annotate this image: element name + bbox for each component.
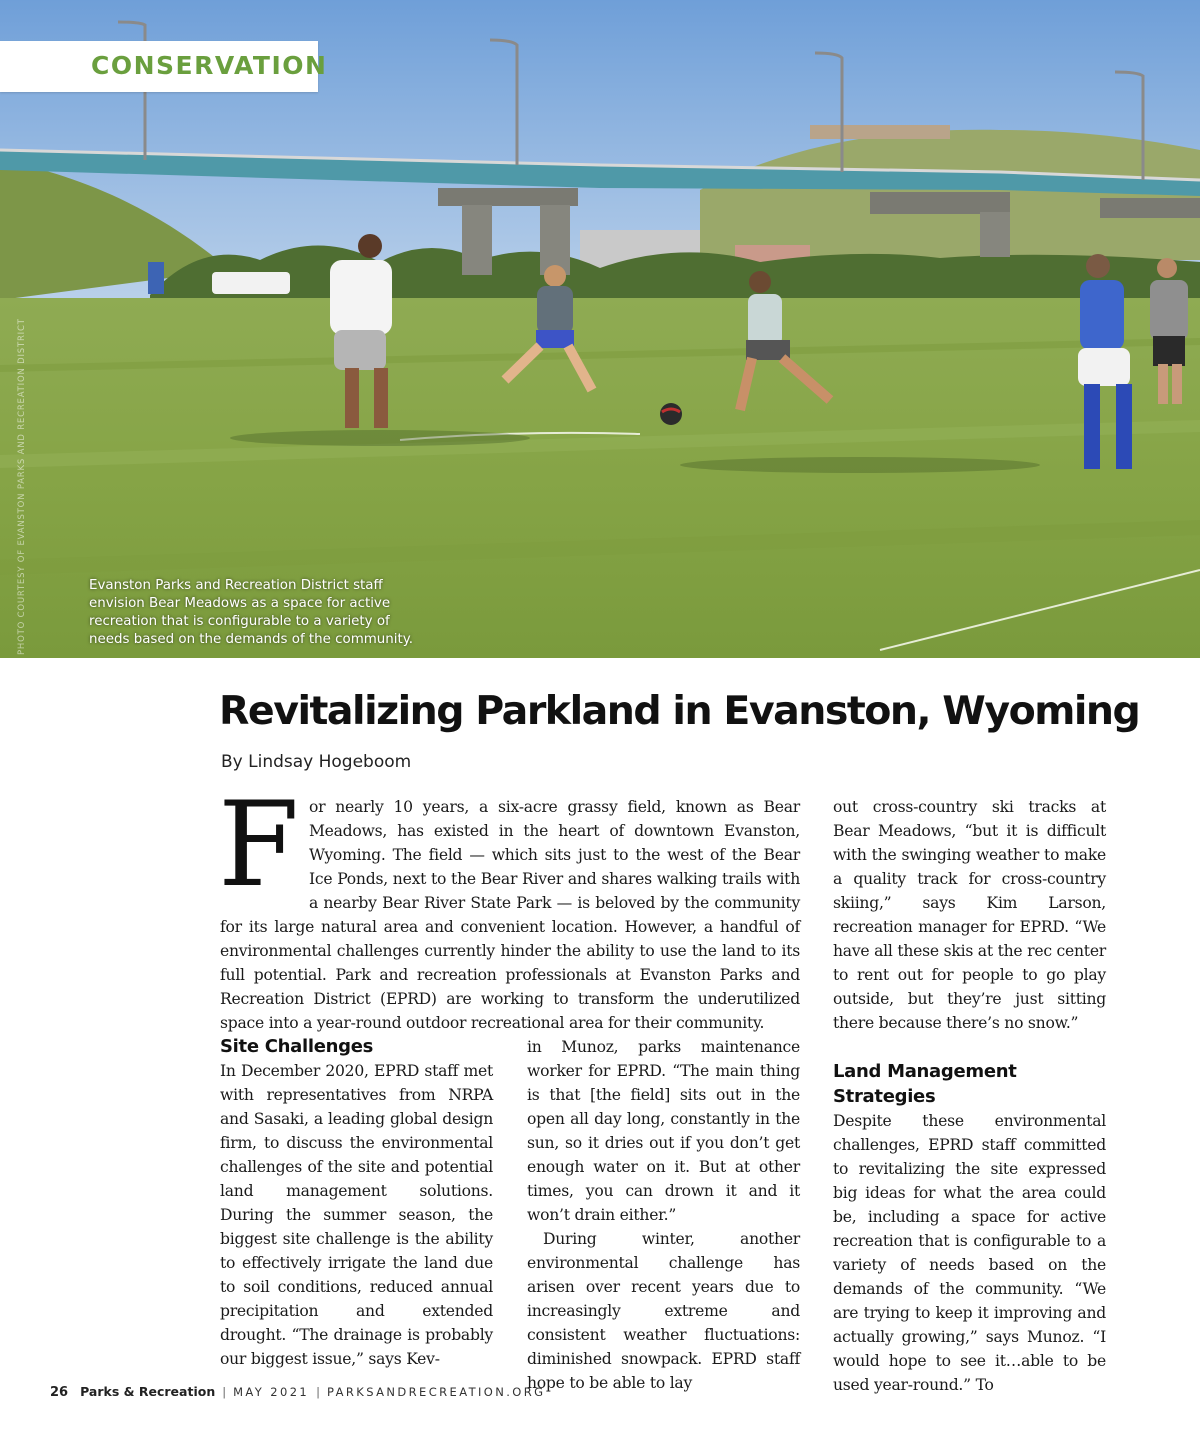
soccer-ball — [660, 403, 682, 425]
column-right — [833, 795, 1106, 1397]
player-shadow — [230, 430, 530, 446]
soccer-field-illustration — [0, 0, 1200, 658]
bridge-pier — [540, 205, 570, 275]
parked-truck — [212, 272, 290, 294]
intro-paragraph — [218, 776, 800, 1035]
website-link[interactable]: PARKSANDRECREATION.ORG — [327, 1385, 546, 1399]
column-left — [220, 1034, 493, 1371]
article-headline: Revitalizing Parkland in Evanston, Wyoming — [219, 688, 1140, 734]
footer-divider: | — [222, 1385, 227, 1399]
bridge-pier — [870, 192, 1010, 214]
subhead-land-management: Land Management Strategies — [833, 1061, 1017, 1107]
site-challenges-continued: in Munoz, parks maintenance worker for EPRD. “The main thing is that [the field] sits out in the open all day long, constantly in the sun, so it dries out if you don’t get enough water on it. But at other times, you can drown it and it won’t drain either.” — [527, 1038, 800, 1224]
porta-potty — [148, 262, 164, 294]
column-middle — [527, 1035, 800, 1395]
page-footer — [50, 1384, 545, 1400]
page-number: 26 — [50, 1385, 69, 1400]
article-byline: By Lindsay Hogeboom — [221, 752, 412, 772]
issue-date: MAY 2021 — [233, 1385, 310, 1399]
footer-divider: | — [316, 1385, 321, 1399]
section-label-tab — [0, 41, 328, 92]
bridge-pier — [1100, 198, 1200, 218]
photo-credit: PHOTO COURTESY OF EVANSTON PARKS AND RECREATION DISTRICT — [17, 318, 27, 655]
ski-track-paragraph: out cross-country ski tracks at Bear Meadows, “but it is difficult with the swinging weather to make a quality track for cross-country skiing,” says Kim Larson, recreation manager for EPRD. “We have all these skis at the rec center to rent out for people to go play outside, but they’re just sitting there because there’s no snow.” — [833, 798, 1106, 1032]
player-shadow — [680, 457, 1040, 473]
drop-cap: F — [218, 776, 299, 913]
bridge-pier — [438, 188, 578, 206]
winter-paragraph: During winter, another environmental challenge has arisen over recent years due to increasingly extreme and consistent weather fluctuations: diminished snowpack. EPRD staff hope to be able to lay — [527, 1230, 800, 1392]
site-challenges-paragraph: In December 2020, EPRD staff met with representatives from NRPA and Sasaki, a leading global design firm, to discuss the environmental challenges of the site and potential land management solutions. During the summer season, the biggest site challenge is the ability to effectively irrigate the land due to soil conditions, reduced annual precipitation and extended drought. “The drainage is probably our biggest issue,” says Kev- — [220, 1062, 493, 1368]
bridge-pier — [462, 205, 492, 275]
photo-caption: Evanston Parks and Recreation District staff envision Bear Meadows as a space for active recreation that is configurable to a variety of needs based on the demands of the community. — [89, 578, 414, 647]
land-management-paragraph: Despite these environmental challenges, EPRD staff committed to revitalizing the site expressed big ideas for what the area could be, including a space for active recreation that is configurable to a variety of needs based on the demands of the community. “We are trying to keep it improving and actually growing,” says Munoz. “I would hope to see it…able to be used year-round.” To — [833, 1112, 1106, 1394]
magazine-name: Parks & Recreation — [80, 1384, 216, 1399]
intro-text: or nearly 10 years, a six-acre grassy field, known as Bear Meadows, has existed in the heart of downtown Evanston, Wyoming. The field — which sits just to the west of the Bear Ice Ponds, next to the Bear River and shares walking trails with a nearby Bear River State Park — is beloved by the community for its large natural area and convenient location. However, a handful of environmental challenges currently hinder the ability to use the land to its full potential. Park and recreation professionals at Evanston Parks and Recreation District (EPRD) are working to transform the underutilized space into a year-round outdoor recreational area for their community. — [220, 798, 800, 1032]
hilltop-building — [810, 125, 950, 139]
bridge-pier — [980, 212, 1010, 257]
hero-photo — [0, 0, 1200, 658]
subhead-site-challenges: Site Challenges — [220, 1036, 374, 1057]
article-intro — [218, 776, 800, 1035]
section-label: CONSERVATION — [91, 51, 328, 80]
